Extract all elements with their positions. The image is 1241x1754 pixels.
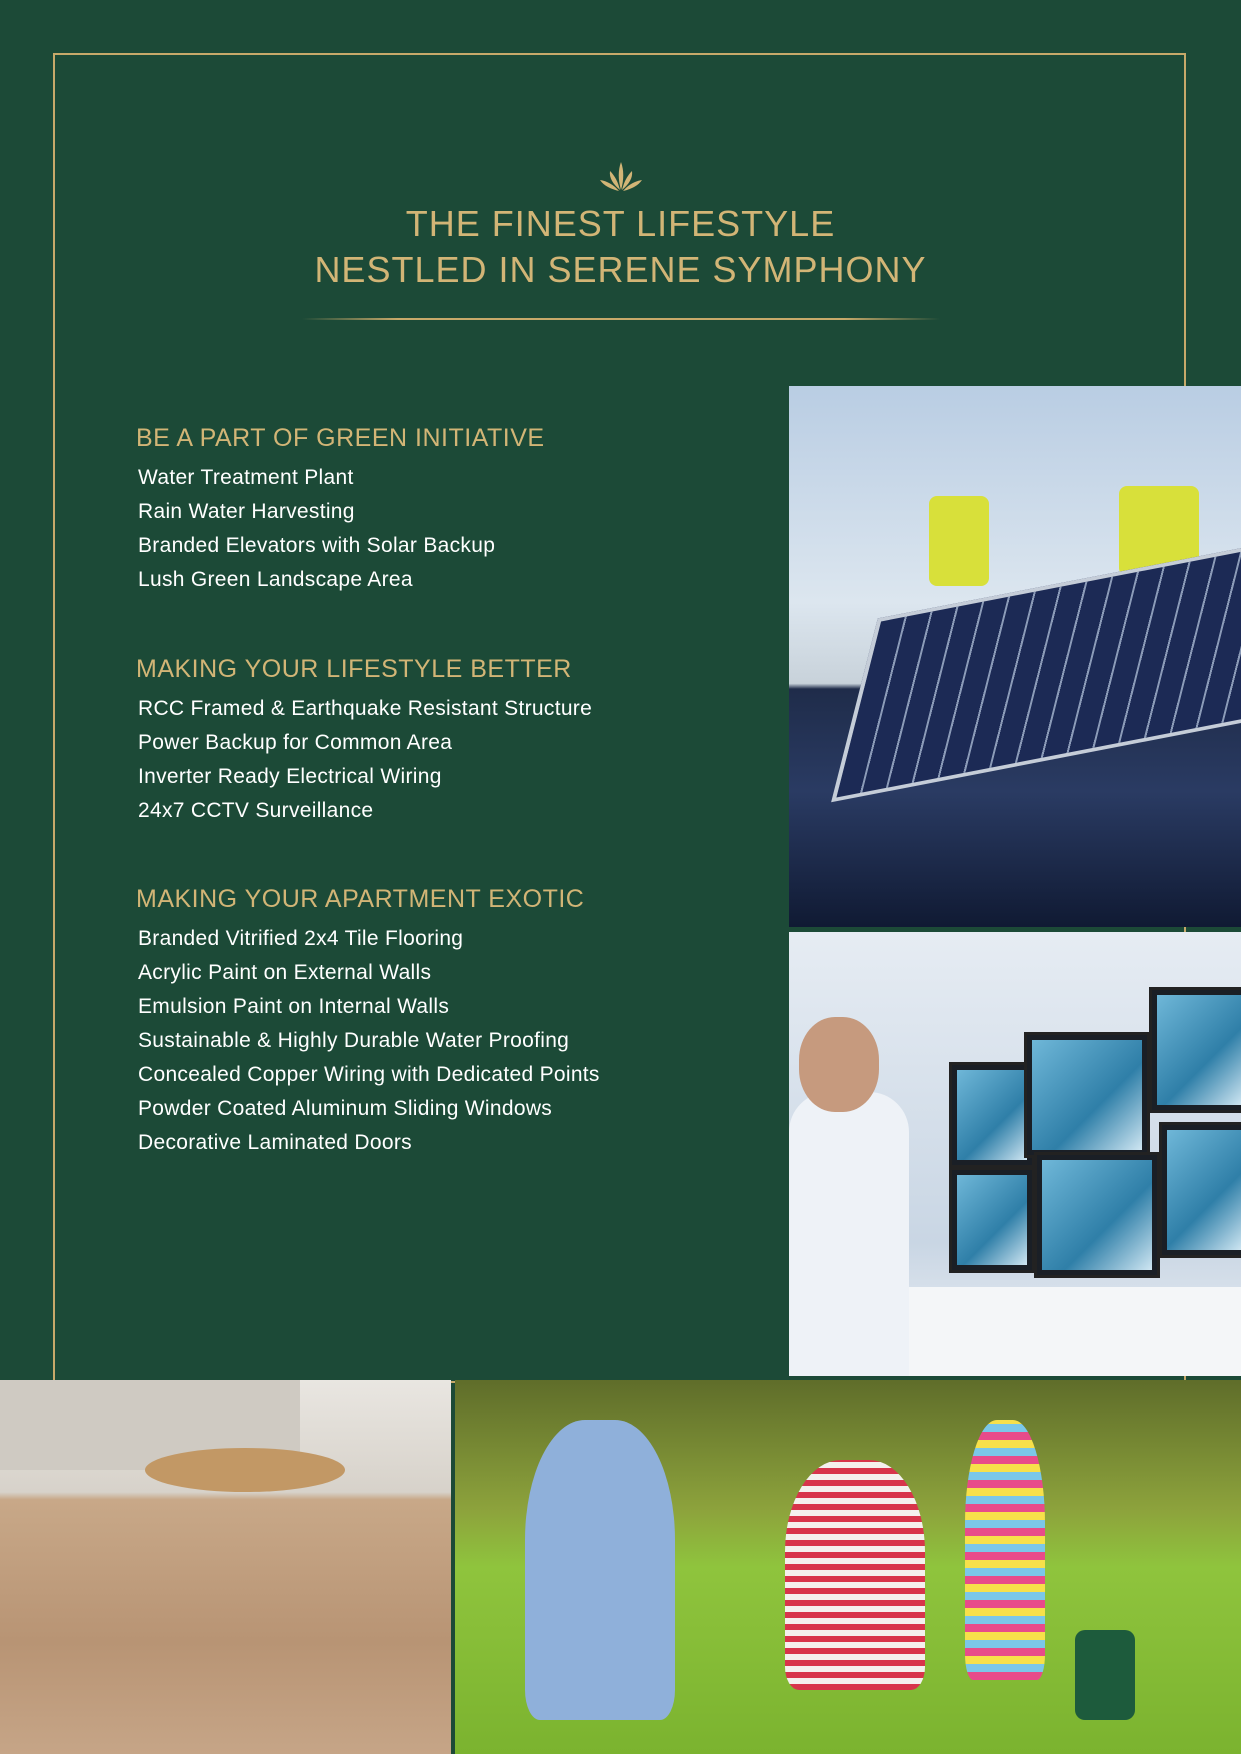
section-apartment-exotic <box>136 885 600 1160</box>
feature-item: Lush Green Landscape Area <box>138 568 413 591</box>
family-gardening-photo <box>455 1380 1241 1754</box>
feature-item: Powder Coated Aluminum Sliding Windows <box>138 1097 553 1120</box>
title-divider <box>302 318 940 320</box>
page-title-line-2: NESTLED IN SERENE SYMPHONY <box>314 249 927 290</box>
cctv-surveillance-photo <box>789 932 1241 1376</box>
feature-item: Branded Elevators with Solar Backup <box>138 534 496 557</box>
feature-item: Water Treatment Plant <box>138 466 354 489</box>
section-heading: MAKING YOUR LIFESTYLE BETTER <box>136 655 572 683</box>
feature-item: RCC Framed & Earthquake Resistant Structure <box>138 697 593 720</box>
lotus-leaf-icon <box>599 162 643 192</box>
solar-panel-photo <box>789 386 1241 927</box>
feature-item: Inverter Ready Electrical Wiring <box>138 765 442 788</box>
wood-flooring-living-room-photo <box>0 1380 451 1754</box>
feature-item: Acrylic Paint on External Walls <box>138 961 432 984</box>
feature-item: Emulsion Paint on Internal Walls <box>138 995 450 1018</box>
feature-item: Branded Vitrified 2x4 Tile Flooring <box>138 927 464 950</box>
section-heading: BE A PART OF GREEN INITIATIVE <box>136 424 545 452</box>
section-lifestyle-better <box>136 655 592 828</box>
section-green-initiative <box>136 424 545 597</box>
feature-item: Decorative Laminated Doors <box>138 1131 412 1154</box>
page-title-line-1: THE FINEST LIFESTYLE <box>405 203 836 244</box>
feature-item: Power Backup for Common Area <box>138 731 453 754</box>
feature-item: Rain Water Harvesting <box>138 500 355 523</box>
feature-item: Sustainable & Highly Durable Water Proofing <box>138 1029 570 1052</box>
feature-item: Concealed Copper Wiring with Dedicated Points <box>138 1063 600 1086</box>
section-heading: MAKING YOUR APARTMENT EXOTIC <box>136 885 585 913</box>
feature-item: 24x7 CCTV Surveillance <box>138 799 374 822</box>
